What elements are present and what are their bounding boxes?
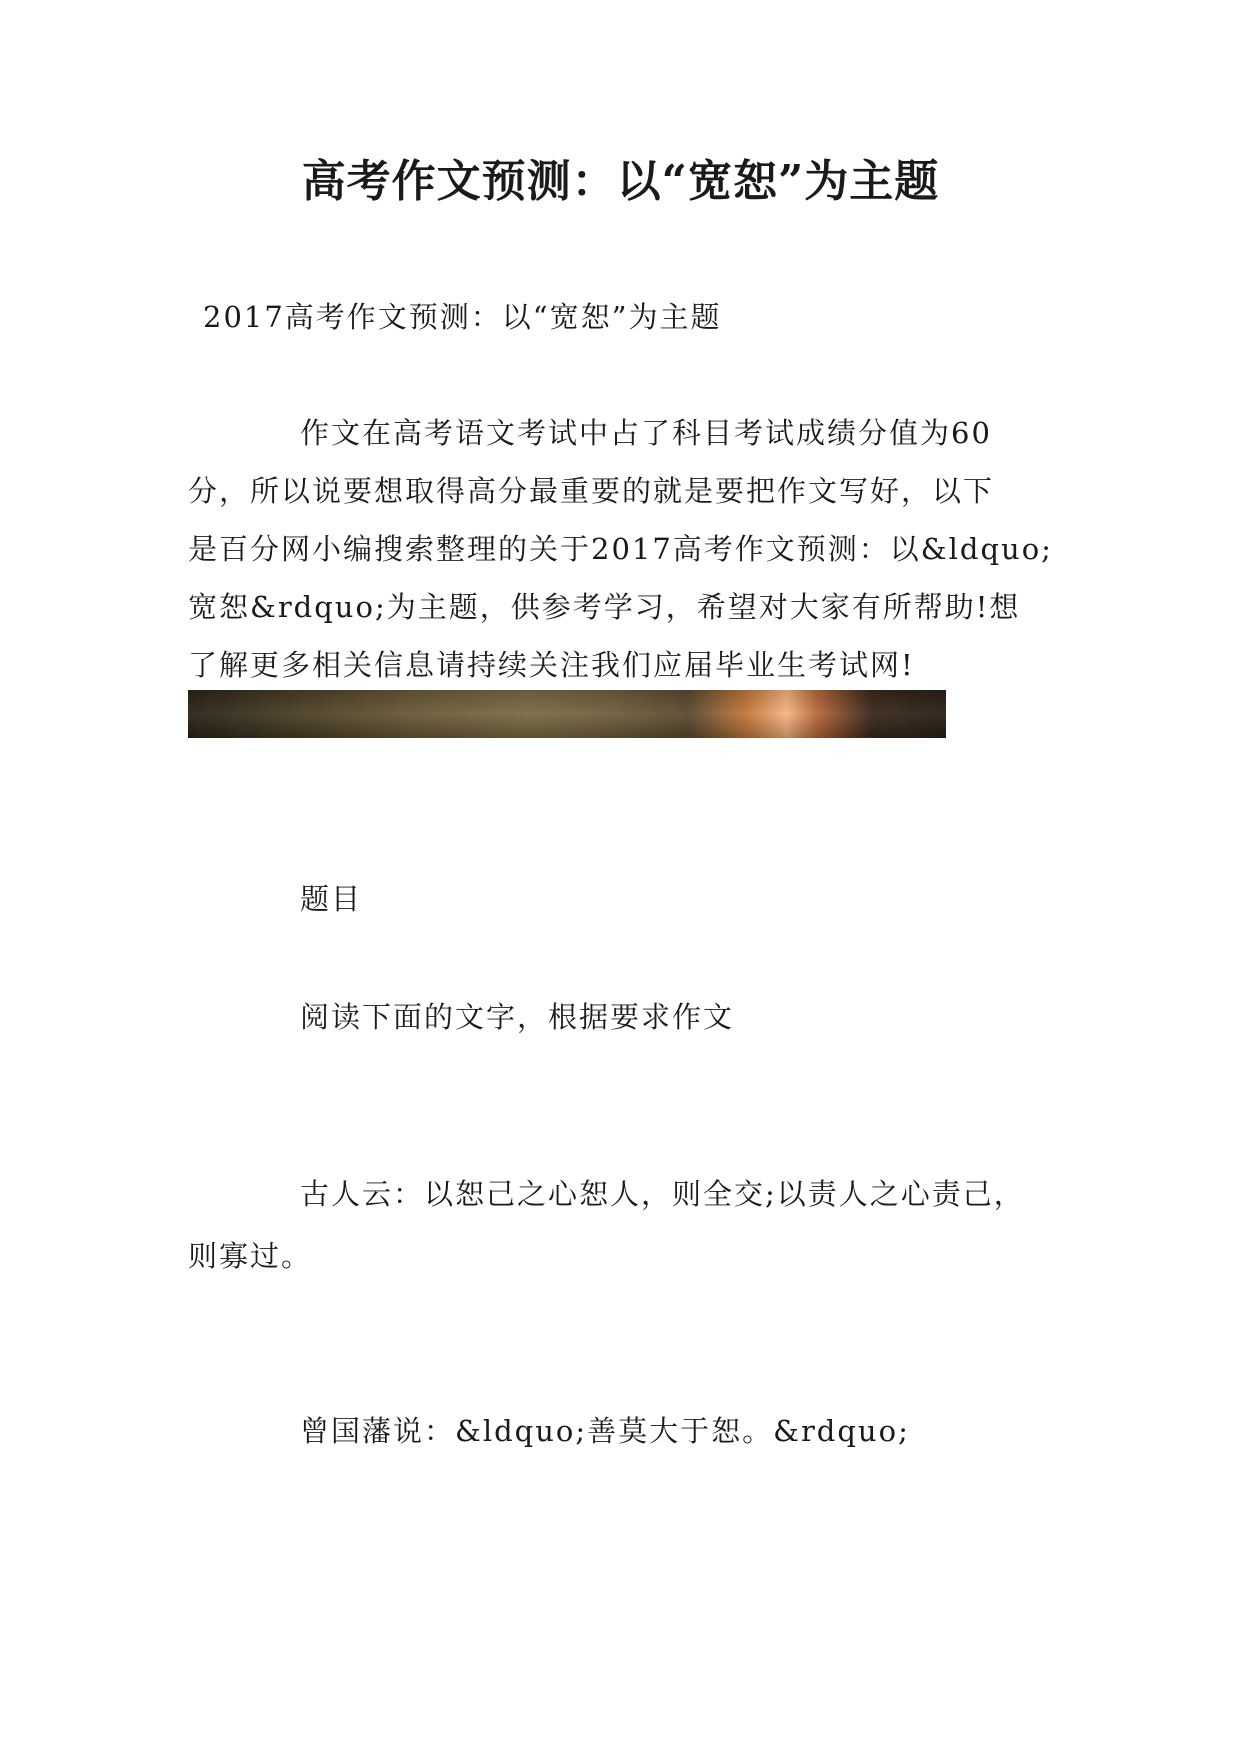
quote-line: 则寡过。 bbox=[188, 1239, 313, 1273]
intro-line: 了解更多相关信息请持续关注我们应届毕业生考试网! bbox=[188, 648, 915, 682]
intro-line: 宽恕&rdquo;为主题，供参考学习，希望对大家有所帮助!想 bbox=[188, 590, 1021, 624]
intro-line: 是百分网小编搜索整理的关于2017高考作文预测：以&ldquo; bbox=[188, 532, 1053, 566]
quote-paragraph-2: 曾国藩说：&ldquo;善莫大于恕。&rdquo; bbox=[300, 1414, 910, 1448]
document-subtitle: 2017高考作文预测：以“宽恕”为主题 bbox=[203, 300, 722, 334]
document-title: 高考作文预测：以“宽恕”为主题 bbox=[301, 156, 940, 207]
intro-line: 作文在高考语文考试中占了科目考试成绩分值为60 bbox=[300, 416, 992, 450]
quote-line: 古人云：以恕己之心恕人，则全交;以责人之心责己， bbox=[300, 1177, 1025, 1211]
quote-paragraph bbox=[188, 1163, 1025, 1287]
intro-paragraph bbox=[188, 404, 1068, 694]
instruction-text: 阅读下面的文字，根据要求作文 bbox=[300, 1000, 735, 1034]
article-photo bbox=[188, 690, 946, 738]
section-heading: 题目 bbox=[300, 882, 363, 916]
intro-line: 分，所以说要想取得高分最重要的就是要把作文写好，以下 bbox=[188, 474, 995, 508]
